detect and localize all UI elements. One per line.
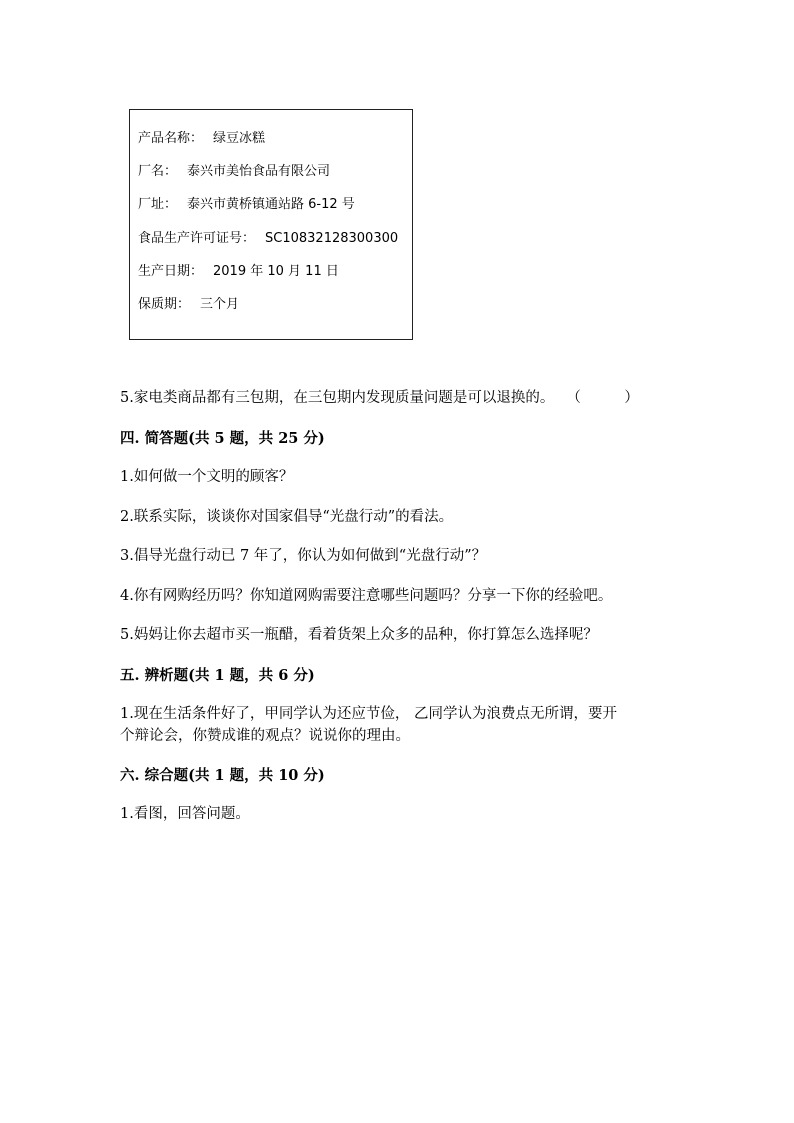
label-key: 保质期： [138, 297, 191, 312]
analysis-question-1-line-2: 个辩论会，你赞成谁的观点？说说你的理由。 [120, 728, 410, 744]
true-false-question-5 [120, 387, 639, 409]
section-title-analysis: 五. 辨析题(共 1 题，共 6 分) [120, 667, 315, 684]
label-key: 食品生产许可证号： [138, 231, 256, 246]
analysis-question-1-line-1: 1.现在生活条件好了，甲同学认为还应节俭， 乙同学认为浪费点无所谓，要开 [120, 706, 617, 722]
label-value: 三个月 [200, 297, 240, 312]
product-label-box [129, 109, 413, 340]
label-key: 产品名称： [138, 131, 204, 146]
label-factory-address [138, 193, 355, 212]
label-shelf-life [138, 293, 239, 312]
label-value: SC10832128300300 [265, 231, 399, 246]
short-answer-question-4: 4.你有网购经历吗？你知道网购需要注意哪些问题吗？分享一下你的经验吧。 [120, 588, 613, 604]
label-product-name [138, 127, 265, 146]
section-title-comprehensive: 六. 综合题(共 1 题，共 10 分) [120, 767, 325, 784]
label-key: 生产日期： [138, 264, 204, 279]
label-key: 厂名： [138, 164, 178, 179]
question-text: 5.家电类商品都有三包期，在三包期内发现质量问题是可以退换的。 [120, 390, 555, 406]
answer-parentheses: （ ） [566, 390, 639, 406]
label-value: 泰兴市美怡食品有限公司 [187, 164, 331, 179]
label-value: 泰兴市黄桥镇通站路 6-12 号 [187, 197, 355, 212]
short-answer-question-2: 2.联系实际，谈谈你对国家倡导“光盘行动”的看法。 [120, 509, 454, 525]
label-license-number [138, 227, 398, 246]
label-value: 绿豆冰糕 [213, 131, 266, 146]
comprehensive-question-1: 1.看图，回答问题。 [120, 806, 250, 822]
short-answer-question-5: 5.妈妈让你去超市买一瓶醋，看着货架上众多的品种，你打算怎么选择呢？ [120, 627, 598, 643]
label-value: 2019 年 10 月 11 日 [213, 264, 339, 279]
label-factory-name [138, 160, 330, 179]
label-production-date [138, 260, 339, 279]
section-title-short-answer: 四. 简答题(共 5 题，共 25 分) [120, 430, 325, 447]
label-key: 厂址： [138, 197, 178, 212]
short-answer-question-1: 1.如何做一个文明的顾客？ [120, 469, 294, 485]
short-answer-question-3: 3.倡导光盘行动已 7 年了，你认为如何做到“光盘行动”？ [120, 548, 487, 564]
